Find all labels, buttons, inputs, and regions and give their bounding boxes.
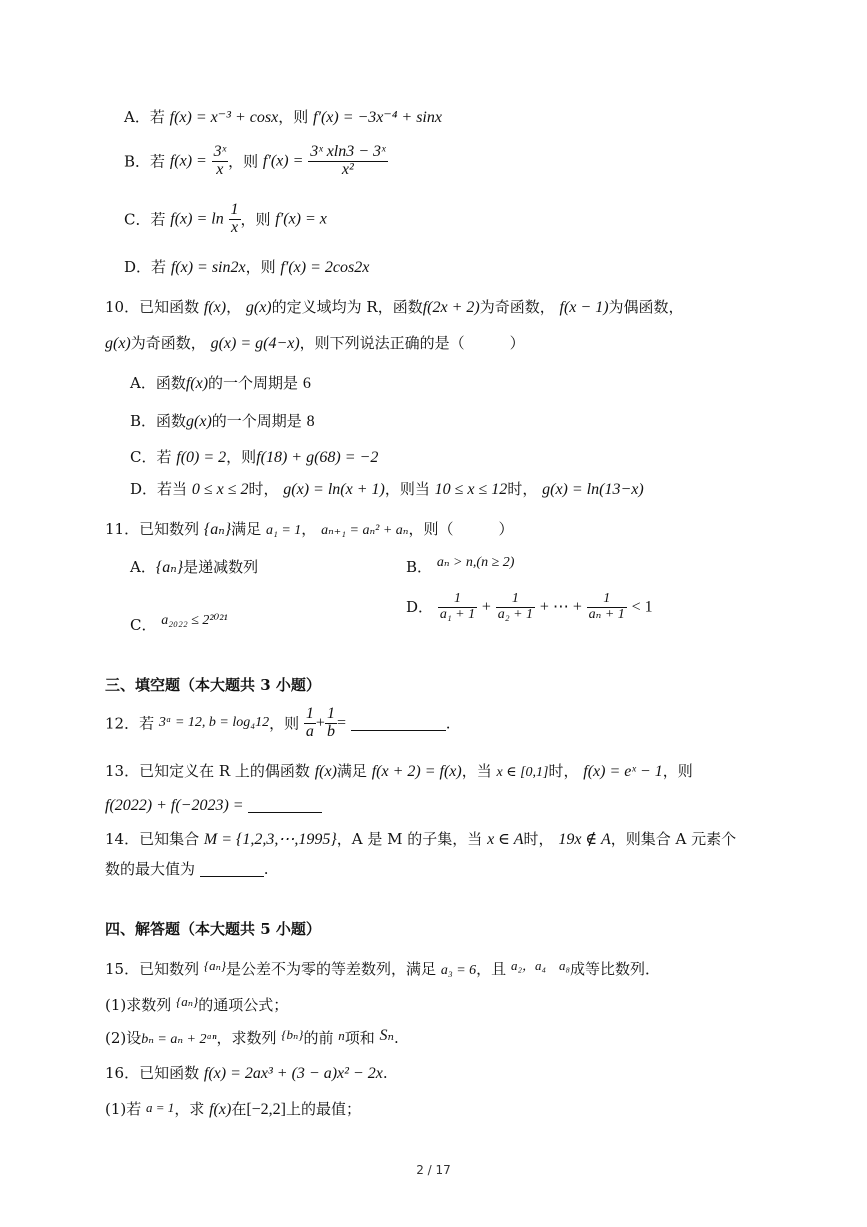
answer-blank[interactable]	[200, 862, 264, 877]
math-expression: f′(x) = −3x⁻⁴ + sinx	[313, 109, 442, 126]
math-expression: 0 ≤ x ≤ 2	[191, 481, 249, 498]
math-expression: < 1	[631, 598, 653, 616]
math-expression: f(x) = 2ax³ + (3 − a)x² − 2x	[203, 1065, 383, 1082]
option-label: A．	[130, 558, 156, 576]
option-label: B．函数	[130, 412, 187, 430]
option-label: A．若	[124, 108, 165, 126]
denominator: b	[326, 722, 335, 740]
text: ，	[226, 298, 242, 316]
math-expression: f(x) = ln	[170, 210, 224, 228]
text: ，则	[228, 152, 259, 171]
answer-blank[interactable]	[351, 716, 446, 731]
text: .	[263, 860, 269, 878]
math-expression: a₁ = 1	[265, 523, 302, 538]
q11-option-b	[406, 552, 514, 576]
text: ，求数列	[216, 1029, 277, 1047]
fraction	[304, 706, 316, 741]
math-expression: g(x) = g(4−x)	[210, 335, 300, 352]
q15-stem	[105, 958, 660, 980]
q13-line1	[105, 762, 693, 782]
option-label: C．若	[130, 448, 172, 466]
text: .	[445, 714, 451, 733]
math-expression: =	[336, 714, 346, 732]
math-expression: g(x) = ln(13−x)	[542, 481, 644, 498]
text: ，则	[240, 210, 271, 229]
option-label: D．	[406, 598, 434, 617]
option-label: C．	[130, 616, 157, 634]
math-expression: f(x)	[209, 1101, 232, 1118]
numerator: 1	[438, 592, 477, 608]
text: ，当	[461, 762, 492, 780]
fraction	[496, 592, 535, 622]
text: ，则	[245, 258, 276, 276]
denominator: x	[230, 218, 239, 236]
text: 的一个周期是	[211, 412, 302, 430]
denominator: a	[305, 722, 314, 740]
denominator: x²	[341, 160, 354, 178]
math-expression: f(x − 1)	[559, 299, 609, 316]
text: 时，	[548, 762, 579, 780]
q12	[105, 706, 451, 741]
math-expression: f′(x) = x	[275, 210, 327, 228]
math-expression: [−2,2]	[246, 1101, 287, 1118]
text: 满足	[336, 762, 367, 780]
q10-option-a	[130, 374, 311, 393]
text: ，	[301, 520, 317, 538]
math-expression: f(x) = eˣ − 1	[583, 763, 663, 780]
q11-option-c	[130, 610, 228, 634]
text: 11．已知数列	[105, 520, 200, 538]
q16-stem	[105, 1064, 388, 1083]
text: 的前	[303, 1029, 334, 1047]
math-expression: 10 ≤ x ≤ 12	[434, 481, 508, 498]
q9-option-c	[124, 202, 327, 237]
math-expression: f′(x) = 2cos2x	[280, 259, 370, 276]
q10-option-d	[130, 480, 644, 499]
text: 是递减数列	[183, 558, 259, 576]
denominator: x	[216, 160, 224, 178]
fraction	[229, 202, 241, 237]
denominator: a₂ + 1	[497, 606, 534, 622]
q14-line2	[105, 860, 269, 878]
math-expression: f(2x + 2)	[422, 299, 480, 316]
numerator: 1	[230, 201, 239, 218]
text: ，A 是 M 的子集，当	[336, 830, 483, 848]
option-label: B．	[406, 558, 433, 576]
text: .	[382, 1064, 388, 1082]
math-expression: f(x)	[203, 299, 227, 316]
q9-option-a	[124, 108, 442, 127]
text: 为奇函数，	[479, 298, 555, 316]
math-expression: g(x)	[245, 299, 272, 316]
text: 的定义域均为 R，函数	[271, 298, 423, 316]
q15-part1	[105, 994, 288, 1014]
math-expression: a₃ = 6	[440, 963, 477, 978]
math-expression: f(x) =	[169, 152, 207, 170]
text: 时，	[507, 480, 538, 498]
math-expression: {aₙ}	[203, 521, 232, 538]
math-expression: aₙ > n,(n ≥ 2)	[436, 555, 515, 570]
text: 项和	[344, 1029, 375, 1047]
q11-option-d	[406, 592, 653, 622]
page-number: 2 / 17	[416, 1163, 451, 1177]
text: ，且	[476, 960, 507, 978]
q10-stem-line2	[105, 334, 525, 353]
math-expression: a = 1	[146, 1100, 175, 1115]
numerator: 3ˣ xln3 − 3ˣ	[310, 143, 386, 160]
q15-part2	[105, 1026, 399, 1049]
math-expression: n	[338, 1028, 345, 1043]
text: 为偶函数，	[608, 298, 684, 316]
math-expression: Sₙ	[379, 1027, 395, 1044]
text: 12．若	[105, 714, 155, 733]
text: 10．已知函数	[105, 298, 200, 316]
text: 为奇函数，	[130, 334, 206, 352]
q9-option-d	[124, 258, 369, 277]
math-expression: f(x)	[314, 763, 337, 780]
math-expression: x ∈ A	[487, 831, 524, 848]
math-expression: 3ᵃ = 12, b = log₄12	[158, 714, 270, 730]
denominator: a₁ + 1	[439, 606, 476, 622]
q14-line1	[105, 830, 736, 849]
q10-option-c	[130, 448, 378, 467]
option-label: B．若	[124, 152, 166, 171]
text: 的一个周期是	[208, 374, 299, 392]
q10-stem-line1	[105, 298, 684, 317]
text: ，则集合 A 元素个	[610, 830, 737, 848]
math-expression: {aₙ}	[203, 958, 227, 973]
math-expression: aₙ₊₁ = aₙ² + aₙ	[321, 523, 409, 538]
numerator: 1	[326, 705, 335, 722]
math-expression: f(x)	[185, 375, 209, 392]
text: 15．已知数列	[105, 960, 200, 978]
text: 满足	[231, 520, 262, 538]
text: 数的最大值为	[105, 860, 196, 878]
math-expression: a₂，a₄ a₈	[510, 958, 571, 973]
fraction	[212, 144, 229, 179]
text: 是公差不为零的等差数列，满足	[226, 960, 437, 978]
math-expression: a₂₀₂₂ ≤ 2²⁰²¹	[161, 613, 228, 628]
q16-part1	[105, 1100, 361, 1119]
q11-stem	[105, 520, 513, 540]
fraction	[438, 592, 477, 622]
math-expression: f(0) = 2	[176, 449, 227, 466]
math-expression: bₙ = aₙ + 2ᵃⁿ	[141, 1032, 217, 1047]
text: ，求	[174, 1100, 205, 1118]
text: (2)设	[105, 1029, 142, 1047]
text: 时，	[523, 830, 554, 848]
math-expression: f(x + 2) = f(x)	[371, 763, 462, 780]
math-expression: {bₙ}	[281, 1027, 304, 1042]
text: .	[394, 1029, 399, 1047]
text: 成等比数列．	[570, 960, 661, 978]
text: ，则	[662, 762, 693, 780]
q10-option-b	[130, 412, 315, 431]
text: (1)求数列	[105, 996, 172, 1014]
math-expression: 6	[302, 375, 311, 392]
text: ，则下列说法正确的是（ ）	[299, 334, 525, 352]
math-expression: {aₙ}	[155, 559, 184, 576]
math-expression: f(18) + g(68) = −2	[256, 449, 379, 466]
math-expression: M = {1,2,3,⋯,1995}	[203, 831, 337, 848]
text: ，则	[226, 448, 257, 466]
option-label: D．若	[124, 258, 167, 276]
text: 13．已知定义在 R 上的偶函数	[105, 762, 310, 780]
text: ，则	[278, 108, 309, 126]
math-expression: 19x ∉ A	[558, 831, 611, 848]
numerator: 3ˣ	[213, 143, 227, 160]
math-expression: +	[481, 598, 491, 616]
math-expression: f(2022) + f(−2023) =	[105, 797, 244, 814]
option-label: C．若	[124, 210, 166, 229]
option-label: A．函数	[130, 374, 186, 392]
numerator: 1	[496, 592, 535, 608]
math-expression: g(x) = ln(x + 1)	[283, 481, 385, 498]
text: 上的最值；	[286, 1100, 362, 1118]
math-expression: 8	[306, 413, 315, 430]
section-heading-fill-in: 三、填空题（本大题共 3 小题）	[105, 676, 321, 694]
fraction	[325, 706, 337, 741]
option-label: D．若当	[130, 480, 188, 498]
text: (1)若	[105, 1100, 142, 1118]
math-expression: g(x)	[186, 413, 212, 430]
section-heading-solutions: 四、解答题（本大题共 5 小题）	[105, 920, 321, 938]
fraction	[308, 144, 387, 179]
math-expression: {aₙ}	[176, 994, 199, 1009]
text: 在	[231, 1100, 247, 1118]
denominator: aₙ + 1	[588, 606, 625, 622]
text: ，则	[269, 714, 300, 733]
fraction	[587, 592, 627, 622]
math-expression: +	[315, 714, 325, 732]
text: 14．已知集合	[105, 830, 200, 848]
math-expression: f′(x) =	[262, 152, 304, 170]
math-expression: f(x) = x⁻³ + cosx	[169, 109, 279, 126]
text: ，则（ ）	[408, 520, 514, 538]
math-expression: + ⋯ +	[539, 598, 582, 616]
numerator: 1	[587, 592, 627, 608]
q9-option-b	[124, 144, 388, 179]
answer-blank[interactable]	[248, 798, 322, 813]
text: 的通项公式；	[198, 996, 289, 1014]
math-expression: f(x) = sin2x	[170, 259, 246, 276]
text: ，则当	[384, 480, 430, 498]
text: 时，	[248, 480, 279, 498]
text: 16．已知函数	[105, 1064, 200, 1082]
math-expression: g(x)	[105, 335, 131, 352]
q11-option-a	[130, 558, 258, 577]
math-expression: x ∈ [0,1]	[496, 765, 549, 780]
numerator: 1	[305, 705, 314, 722]
q13-line2	[105, 796, 322, 815]
